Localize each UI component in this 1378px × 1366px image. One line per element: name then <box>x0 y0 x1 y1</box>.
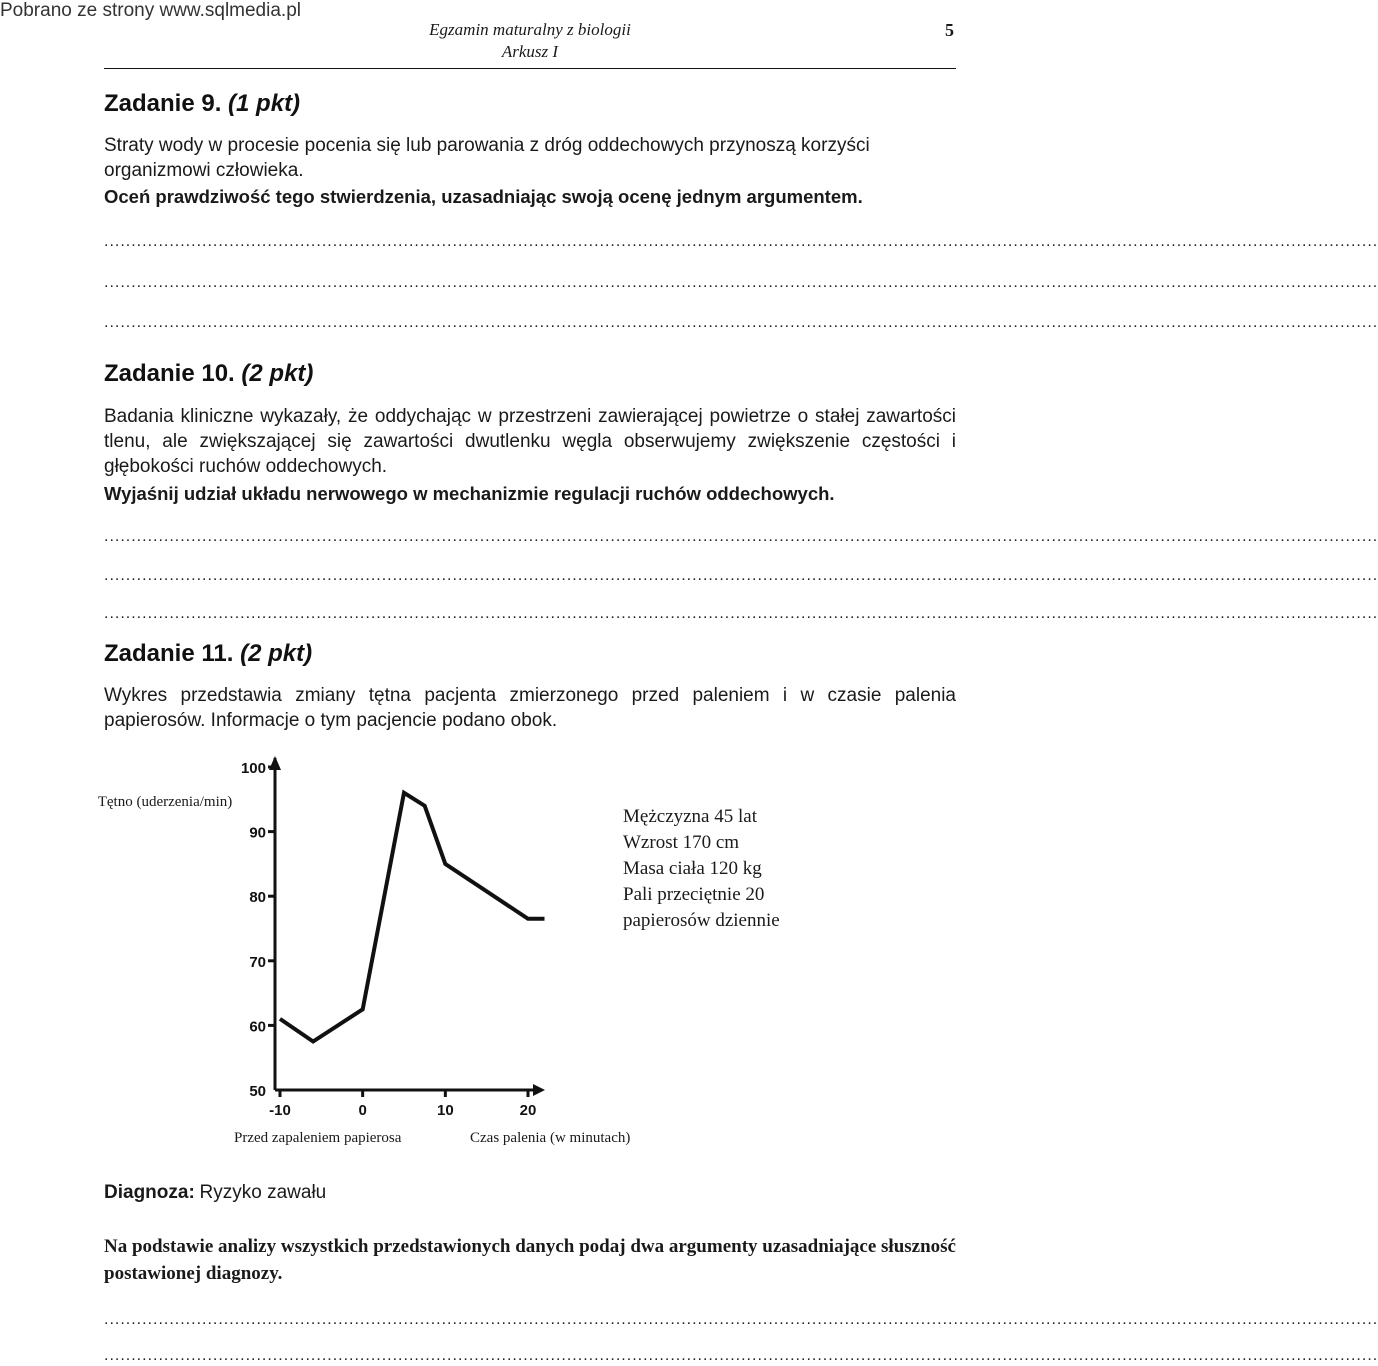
task11-command: Na podstawie analizy wszystkich przedstawionych danych podaj dwa argumenty uzasadniające słuszność postawionej diagnozy. <box>104 1233 956 1287</box>
answer-line[interactable]: .......................................................................................................................................................................................................................................... <box>104 313 956 333</box>
patient-info <box>623 804 780 934</box>
patient-info-line: Pali przeciętnie 20 <box>623 882 780 908</box>
answer-line[interactable]: .......................................................................................................................................................................................................................................... <box>104 232 956 252</box>
x-tick-label: 20 <box>520 1102 537 1119</box>
y-tick-label: 50 <box>249 1083 266 1100</box>
task10-title: Zadanie 10. <box>104 360 235 387</box>
x-tick-label: 0 <box>358 1102 366 1119</box>
x-axis-arrow <box>533 1084 545 1096</box>
task10-points: (2 pkt) <box>241 360 313 387</box>
series-line-pulse <box>280 793 545 1042</box>
task10-text: Badania kliniczne wykazały, że oddychając w przestrzeni zawierającej powietrze o stałej zawartości tlenu, ale zwiększającej się zawartości dwutlenku węgla obserwujemy zwiększenie częstości i głębokości ruchów oddechowych. <box>104 404 956 479</box>
y-tick-label: 70 <box>249 954 266 971</box>
x-tick-label: 10 <box>437 1102 454 1119</box>
diagnosis-label: Diagnoza: <box>104 1182 195 1203</box>
answer-line[interactable]: .......................................................................................................................................................................................................................................... <box>104 1310 956 1330</box>
chart-y-axis-title: Tętno (uderzenia/min) <box>90 792 240 812</box>
task11-text: Wykres przedstawia zmiany tętna pacjenta zmierzonego przed paleniem i w czasie palenia papierosów. Informacje o tym pacjencie podano obok. <box>104 683 956 733</box>
answer-line[interactable]: .......................................................................................................................................................................................................................................... <box>104 604 956 624</box>
chart-series <box>280 793 545 1042</box>
patient-info-line: Mężczyzna 45 lat <box>623 804 780 830</box>
page-number: 5 <box>930 20 954 41</box>
task11-points: (2 pkt) <box>240 640 312 667</box>
y-tick-label: 90 <box>249 825 266 842</box>
task9-command: Oceń prawdziwość tego stwierdzenia, uzasadniając swoją ocenę jednym argumentem. <box>104 185 956 209</box>
y-tick-label: 60 <box>249 1018 266 1035</box>
sheet-title: Arkusz I <box>330 42 730 62</box>
chart-ticks <box>241 760 536 1119</box>
diagnosis <box>104 1182 326 1204</box>
x-caption-before: Przed zapaleniem papierosa <box>234 1128 414 1148</box>
answer-line[interactable]: .......................................................................................................................................................................................................................................... <box>104 273 956 293</box>
exam-title: Egzamin maturalny z biologii <box>330 20 730 40</box>
task9-points: (1 pkt) <box>228 90 300 117</box>
watermark: Pobrano ze strony www.sqlmedia.pl <box>0 0 301 22</box>
patient-info-line: Masa ciała 120 kg <box>623 856 780 882</box>
task9-text-line1: Straty wody w procesie pocenia się lub parowania z dróg oddechowych przynoszą korzyści <box>104 133 956 158</box>
x-axis-title: Czas palenia (w minutach) <box>470 1128 630 1148</box>
task11-title: Zadanie 11. <box>104 640 233 667</box>
task9-title: Zadanie 9. <box>104 90 221 117</box>
answer-line[interactable]: .......................................................................................................................................................................................................................................... <box>104 1346 956 1366</box>
task10-command: Wyjaśnij udział układu nerwowego w mechanizmie regulacji ruchów oddechowych. <box>104 482 956 506</box>
answer-line[interactable]: .......................................................................................................................................................................................................................................... <box>104 566 956 586</box>
diagnosis-value: Ryzyko zawału <box>200 1182 327 1203</box>
y-tick-label: 80 <box>249 889 266 906</box>
answer-line[interactable]: .......................................................................................................................................................................................................................................... <box>104 527 956 547</box>
patient-info-line: papierosów dziennie <box>623 908 780 934</box>
patient-info-line: Wzrost 170 cm <box>623 830 780 856</box>
task9-text-line2: organizmowi człowieka. <box>104 158 956 183</box>
chart-axes <box>269 756 545 1096</box>
x-tick-label: -10 <box>269 1102 291 1119</box>
y-tick-label: 100 <box>241 760 266 777</box>
